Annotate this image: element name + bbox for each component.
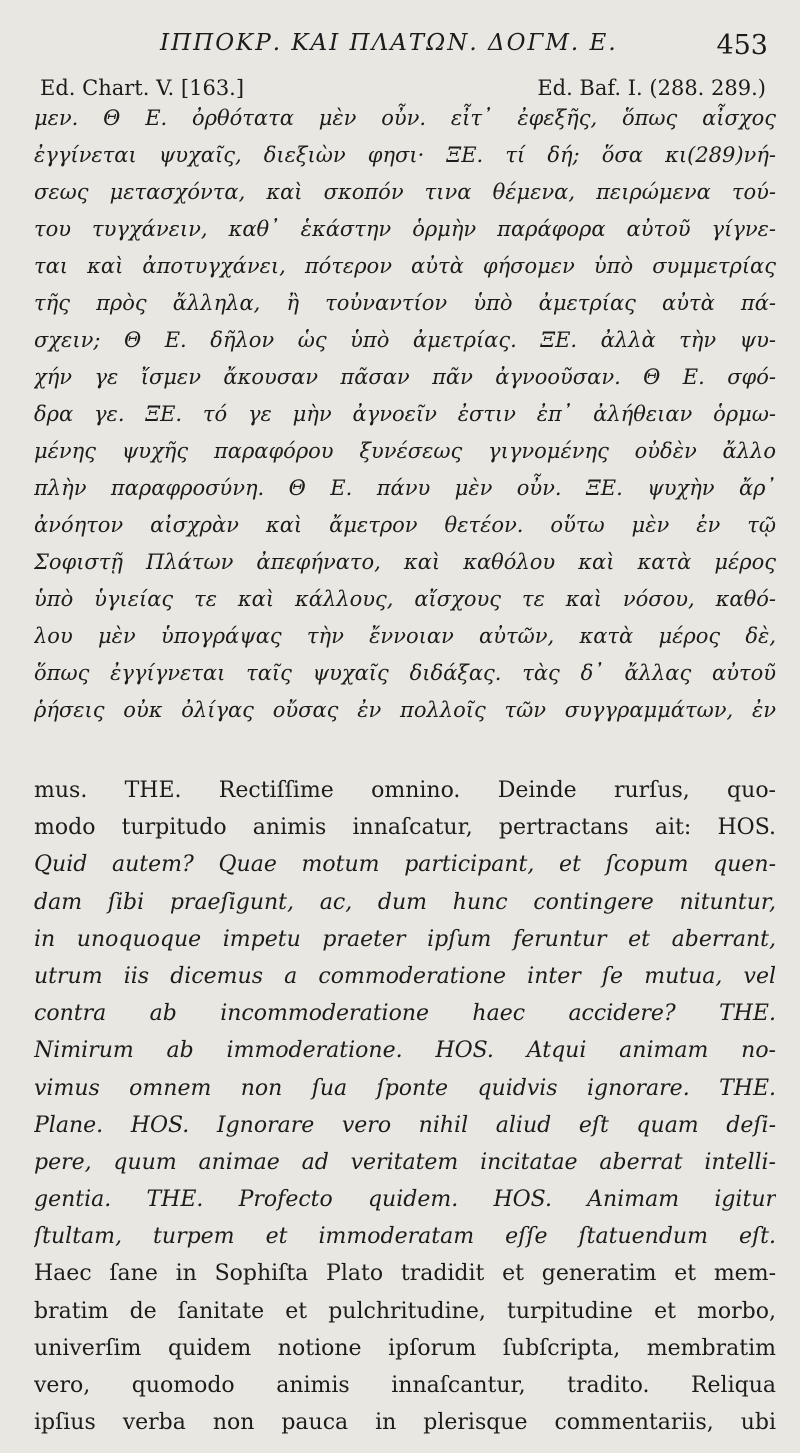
latin-line: in unoquoque impetu praeter ipſum feruntur et aberrant, [34,926,776,952]
greek-line: λου μὲν ὑπογράψας τὴν ἔννοιαν αὐτῶν, κατὰ μέρος δὲ, [34,624,776,648]
greek-line: μεν. Θ Ε. ὀρθότατα μὲν οὖν. εἶτ᾽ ἐφεξῆς, ὅπως αἶσχος [34,106,776,130]
latin-line: dam ſibi praeſigunt, ac, dum hunc contingere nituntur, [34,889,776,915]
latin-text-block [34,772,776,1441]
latin-line: ſtultam, turpem et immoderatam eſſe ſtatuendum eſt. [34,1224,776,1250]
latin-line: bratim de ſanitate et pulchritudine, turpitudine et morbo, [34,1298,776,1324]
latin-line: mus. THE. Rectiſſime omnino. Deinde rurſus, quo- [34,778,776,803]
greek-line: χήν γε ἴσμεν ἄκουσαν πᾶσαν πᾶν ἀγνοοῦσαν. Θ Ε. σφό- [34,365,776,389]
page-number: 453 [716,30,768,61]
latin-line: gentia. THE. Profecto quidem. HOS. Animam igitur [34,1187,776,1213]
greek-line: πλὴν παραφροσύνη. Θ Ε. πάνυ μὲν οὖν. ΞΕ. ψυχὴν ἄρ᾽ [34,476,776,500]
latin-line: utrum iis dicemus a commoderatione inter ſe mutua, vel [34,963,776,989]
greek-line: σεως μετασχόντα, καὶ σκοπόν τινα θέμενα, πειρώμενα τού- [34,180,776,204]
latin-line: Haec ſane in Sophiſta Plato tradidit et generatim et mem- [34,1261,776,1287]
latin-line: Plane. HOS. Ignorare vero nihil aliud eſt quam deſi- [34,1112,776,1138]
greek-line: ἀνόητον αἰσχρὰν καὶ ἄμετρον θετέον. οὕτω μὲν ἐν τῷ [34,513,776,537]
latin-line: modo turpitudo animis innaſcatur, pertractans ait: HOS. [34,815,776,841]
greek-line: δρα γε. ΞΕ. τό γε μὴν ἀγνοεῖν ἐστιν ἐπ᾽ ἀλήθειαν ὁρμω- [34,402,776,426]
latin-line: Quid autem? Quae motum participant, et ſcopum quen- [34,852,776,878]
latin-line: Nimirum ab immoderatione. HOS. Atqui animam no- [34,1038,776,1064]
latin-line: pere, quum animae ad veritatem incitatae aberrat intelli- [34,1149,776,1175]
greek-line: ται καὶ ἀποτυγχάνει, πότερον αὐτὰ φήσομεν ὑπὸ συμμετρίας [34,254,776,278]
greek-line: ῥήσεις οὐκ ὀλίγας οὔσας ἐν πολλοῖς τῶν συγγραμμάτων, ἐν [34,698,776,722]
greek-line: τῆς πρὸς ἄλληλα, ἢ τοὐναντίον ὑπὸ ἀμετρίας αὐτὰ πά- [34,291,776,315]
latin-line: vimus omnem non ſua ſponte quidvis ignorare. THE. [34,1075,776,1101]
edition-left: Ed. Chart. V. [163.] [40,76,245,100]
greek-line: ὅπως ἐγγίγνεται ταῖς ψυχαῖς διδάξας. τὰς δ᾽ ἄλλας αὐτοῦ [34,661,776,685]
greek-line: ὑπὸ ὑγιείας τε καὶ κάλλους, αἴσχους τε καὶ νόσου, καθό- [34,587,776,611]
running-head-title: ΙΠΠΟΚΡ. ΚΑΙ ΠΛΑΤΩΝ. ΔΟΓΜ. Ε. [160,30,618,56]
greek-line: σχειν; Θ Ε. δῆλον ὡς ὑπὸ ἀμετρίας. ΞΕ. ἀλλὰ τὴν ψυ- [34,328,776,352]
greek-line: μένης ψυχῆς παραφόρου ξυνέσεως γιγνομένης οὐδὲν ἄλλο [34,439,776,463]
edition-right: Ed. Baf. I. (288. 289.) [537,76,766,100]
greek-line: ἐγγίνεται ψυχαῖς, διεξιὼν φησι· ΞΕ. τί δή; ὅσα κι(289)νή- [34,143,776,167]
latin-line: contra ab incommoderatione haec accidere? THE. [34,1001,776,1027]
greek-text-block [34,100,776,729]
latin-line: vero, quomodo animis innaſcantur, tradito. Reliqua [34,1373,776,1398]
latin-line: univerſim quidem notione ipſorum ſubſcripta, membratim [34,1335,776,1361]
greek-line: Σοφιστῇ Πλάτων ἀπεφήνατο, καὶ καθόλου καὶ κατὰ μέρος [34,550,776,574]
latin-line: ipſius verba non pauca in plerisque commentariis, ubi [34,1410,776,1436]
greek-line: του τυγχάνειν, καθ᾽ ἑκάστην ὁρμὴν παράφορα αὐτοῦ γίγνε- [34,217,776,241]
running-head [0,30,800,64]
